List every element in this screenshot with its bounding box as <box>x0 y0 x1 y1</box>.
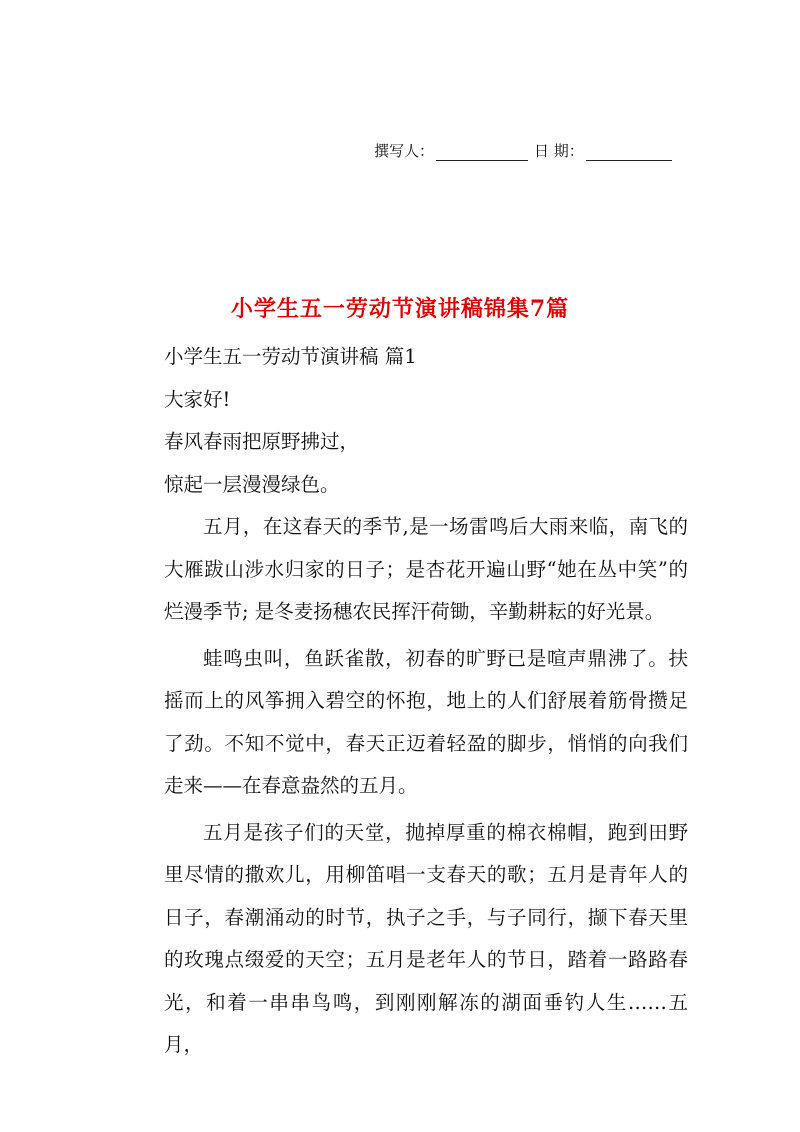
paragraph-1: 五月，在这春天的季节,是一场雷鸣后大雨来临，南飞的大雁跋山涉水归家的日子；是杏花开遍山野“她在丛中笑”的烂漫季节; 是冬麦扬穗农民挥汗荷锄，辛勤耕耘的好光景。 <box>164 515 688 623</box>
paragraph-2: 蛙鸣虫叫，鱼跃雀散，初春的旷野已是喧声鼎沸了。扶摇而上的风筝拥入碧空的怀抱，地上的人们舒展着筋骨攒足了劲。不知不觉中，春天正迈着轻盈的脚步，悄悄的向我们走来——在春意盎然的五月。 <box>164 646 688 797</box>
section-heading: 小学生五一劳动节演讲稿 篇1 <box>164 345 417 368</box>
date-blank-line <box>586 146 672 161</box>
author-date-line <box>374 141 674 161</box>
date-label: 日 期： <box>534 142 584 160</box>
document-body <box>164 336 688 1067</box>
greeting: 大家好! <box>164 387 231 411</box>
verse-line-2: 惊起一层漫漫绿色。 <box>164 472 340 496</box>
document-title: 小学生五一劳动节演讲稿锦集7篇 <box>230 296 570 322</box>
paragraph-3: 五月是孩子们的天堂，抛掉厚重的棉衣棉帽，跑到田野里尽情的撒欢儿，用柳笛唱一支春天的歌；五月是青年人的日子，春潮涌动的时节，执子之手，与子同行，撷下春天里的玫瑰点缀爱的天空；五月是老年人的节日，踏着一路路春光，和着一串串鸟鸣，到刚刚解冻的湖面垂钓人生……五月， <box>164 820 688 1056</box>
author-blank-line <box>436 146 528 161</box>
verse-line-1: 春风春雨把原野拂过， <box>164 430 360 453</box>
author-label: 撰写人： <box>374 142 435 160</box>
